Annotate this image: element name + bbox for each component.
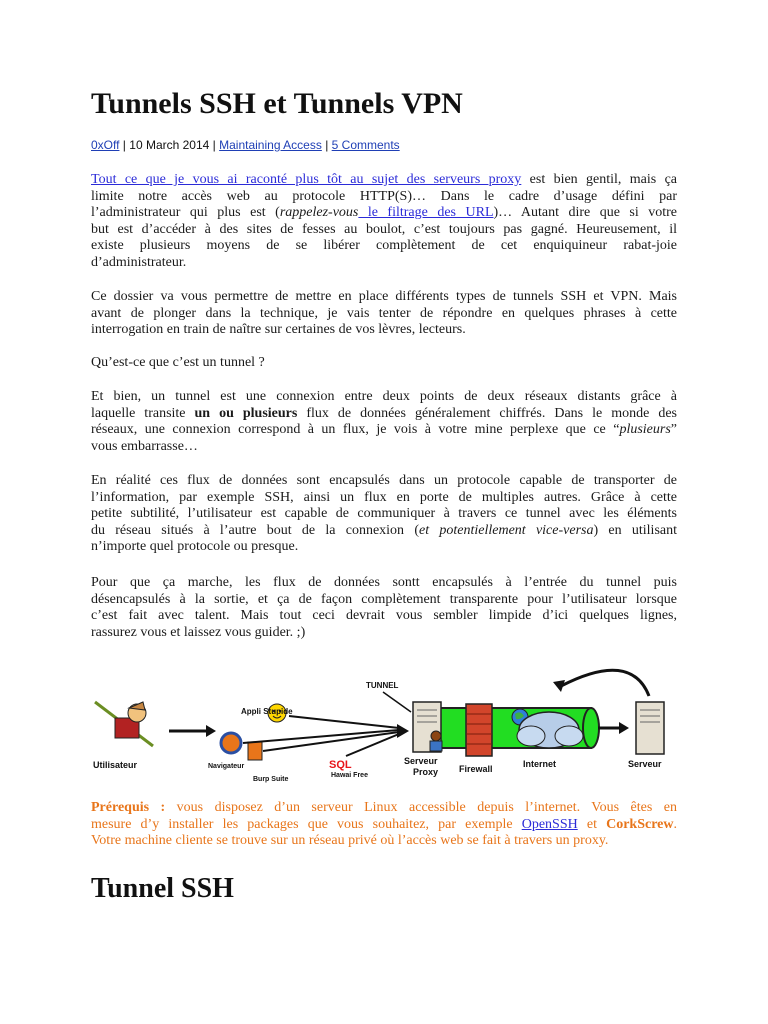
text-span: est bien gentil, mais ça xyxy=(521,172,677,187)
post-meta xyxy=(91,137,400,153)
proxy-label-2: Proxy xyxy=(413,767,439,777)
appli-label: Appli Stupide xyxy=(241,707,293,716)
paragraph-reality xyxy=(91,473,677,556)
category-link[interactable]: Maintaining Access xyxy=(219,138,322,152)
text-span: rappelez-vous xyxy=(279,205,359,220)
text-line: désencapsulés à la sortie, et ça de façon complètement transparente pour l’utilisateur lorsque xyxy=(91,591,677,607)
paragraph-intro xyxy=(91,172,677,271)
text-span: . xyxy=(673,816,677,832)
text-line: Et bien, un tunnel est une connexion entre deux points de deux réseaux distants grâce à xyxy=(91,389,677,404)
text-span: Prérequis : xyxy=(91,800,166,815)
paragraph-howto xyxy=(91,575,677,641)
meta-separator: | xyxy=(321,138,332,152)
proxy-article-link[interactable]: Tout ce que je vous ai raconté plus tôt au sujet des serveurs proxy xyxy=(91,172,522,187)
page-title: Tunnels SSH et Tunnels VPN xyxy=(91,87,463,120)
text-line xyxy=(91,205,677,222)
text-span: un ou plusieurs xyxy=(194,405,298,421)
text-span: ” xyxy=(670,422,677,437)
text-line xyxy=(91,422,677,439)
text-span: ) en utilisant xyxy=(593,522,677,538)
text-span: laquelle transite xyxy=(91,405,195,421)
navigateur-label: Navigateur xyxy=(208,763,245,770)
serveur-label: Serveur xyxy=(628,759,662,769)
text-span: et potentiellement vice-versa xyxy=(419,522,594,538)
text-line xyxy=(91,817,677,834)
person-icon xyxy=(430,731,442,751)
text-span: )… Autant dire que si votre xyxy=(493,205,678,220)
text-line: but est d’accéder à des sites de fesses au boulot, c’est toujours pas gagné. Heureusement, il xyxy=(91,221,677,237)
text-line: vous embarrasse… xyxy=(91,438,198,454)
text-line: l’information, par exemple SSH, ainsi un flux en porte de multiples autres. Grâce à cette xyxy=(91,489,677,505)
section-heading: Tunnel SSH xyxy=(91,873,234,904)
burp-suite-icon xyxy=(248,742,262,760)
text-line: existe plusieurs moyens de se libérer complètement de cet enquiquineur rabat-joie xyxy=(91,238,677,253)
text-line: petite subtilité, l’utilisateur est capable de communiquer à travers ce tunnel avec les éléments xyxy=(91,506,677,521)
text-span: flux de données généralement chiffrés. Dans le monde des xyxy=(297,405,677,421)
text-line xyxy=(91,406,677,423)
hawaii-label: Hawai Free xyxy=(331,772,368,779)
paragraph-dossier xyxy=(91,289,677,339)
text-span: et xyxy=(577,816,607,832)
firefox-icon xyxy=(221,733,241,753)
text-line xyxy=(91,172,677,189)
text-line: interrogation en train de naître sur certaines de vos lèvres, lecteurs. xyxy=(91,322,466,337)
post-date: 10 March 2014 xyxy=(129,138,210,152)
tunnel-diagram xyxy=(91,656,677,786)
text-span: l’administrateur qui plus est ( xyxy=(91,205,280,220)
paragraph-question xyxy=(91,355,677,372)
text-span: réseaux, une connexion correspond à un flux, je vois à votre mine perplexe que ce “ xyxy=(91,422,620,437)
meta-separator: | xyxy=(119,138,130,152)
text-line: rassurez vous et laissez vous guider. ;) xyxy=(91,624,306,640)
firewall-label: Firewall xyxy=(459,764,493,774)
openssh-link[interactable]: OpenSSH xyxy=(521,816,578,832)
text-line: c’est fait avec talent. Mais tout ceci devrait vous sembler limpide d’ici quelques lignes, xyxy=(91,608,677,623)
proxy-label-1: Serveur xyxy=(404,756,438,766)
prerequisites xyxy=(91,800,677,850)
text-span: CorkScrew xyxy=(606,816,674,832)
return-arrow-icon xyxy=(553,670,649,696)
author-link[interactable]: 0xOff xyxy=(91,138,120,152)
internet-label: Internet xyxy=(523,759,557,769)
url-filter-link[interactable]: le filtrage des URL xyxy=(358,205,494,220)
sql-label: SQL xyxy=(329,759,352,771)
meta-separator: | xyxy=(209,138,220,152)
text-line: avant de plonger dans la technique, je vais tenter de répondre en quelques phrases à cette xyxy=(91,305,677,321)
text-line: Pour que ça marche, les flux de données sontt encapsulés à l’entrée du tunnel puis xyxy=(91,575,677,590)
text-span: plusieurs xyxy=(619,422,671,437)
text-line: En réalité ces flux de données sont encapsulés dans un protocole capable de transporter de xyxy=(91,473,677,488)
text-line: limite notre accès web au protocole HTTP(S)… Dans le cadre d’usage défini par xyxy=(91,188,677,204)
text-line xyxy=(91,800,677,817)
paragraph-definition xyxy=(91,389,677,455)
user-figure-icon xyxy=(95,702,153,746)
text-span: mesure d’y installer les packages que vous souhaitez, par exemple xyxy=(91,816,522,832)
text-span: vous disposez d’un serveur Linux accessible depuis l’internet. Vous êtes en xyxy=(165,800,677,815)
firewall-icon xyxy=(466,704,492,756)
text-line: Ce dossier va vous permettre de mettre en place différents types de tunnels SSH et VPN. Mais xyxy=(91,289,677,304)
comments-link[interactable]: 5 Comments xyxy=(331,138,400,152)
text-span: du réseau situés à l’autre bout de la connexion ( xyxy=(91,522,419,538)
text-line: Qu’est-ce que c’est un tunnel ? xyxy=(91,355,265,370)
text-line: n’importe quel protocole ou presque. xyxy=(91,539,299,554)
utilisateur-label: Utilisateur xyxy=(93,760,138,770)
text-line xyxy=(91,523,677,540)
text-line: d’administrateur. xyxy=(91,254,187,270)
server-icon xyxy=(636,702,664,754)
text-line: Votre machine cliente se trouve sur un réseau privé où l’accès web se fait à travers un proxy. xyxy=(91,833,609,848)
tunnel-label: TUNNEL xyxy=(366,681,399,690)
burp-label: Burp Suite xyxy=(253,776,289,783)
